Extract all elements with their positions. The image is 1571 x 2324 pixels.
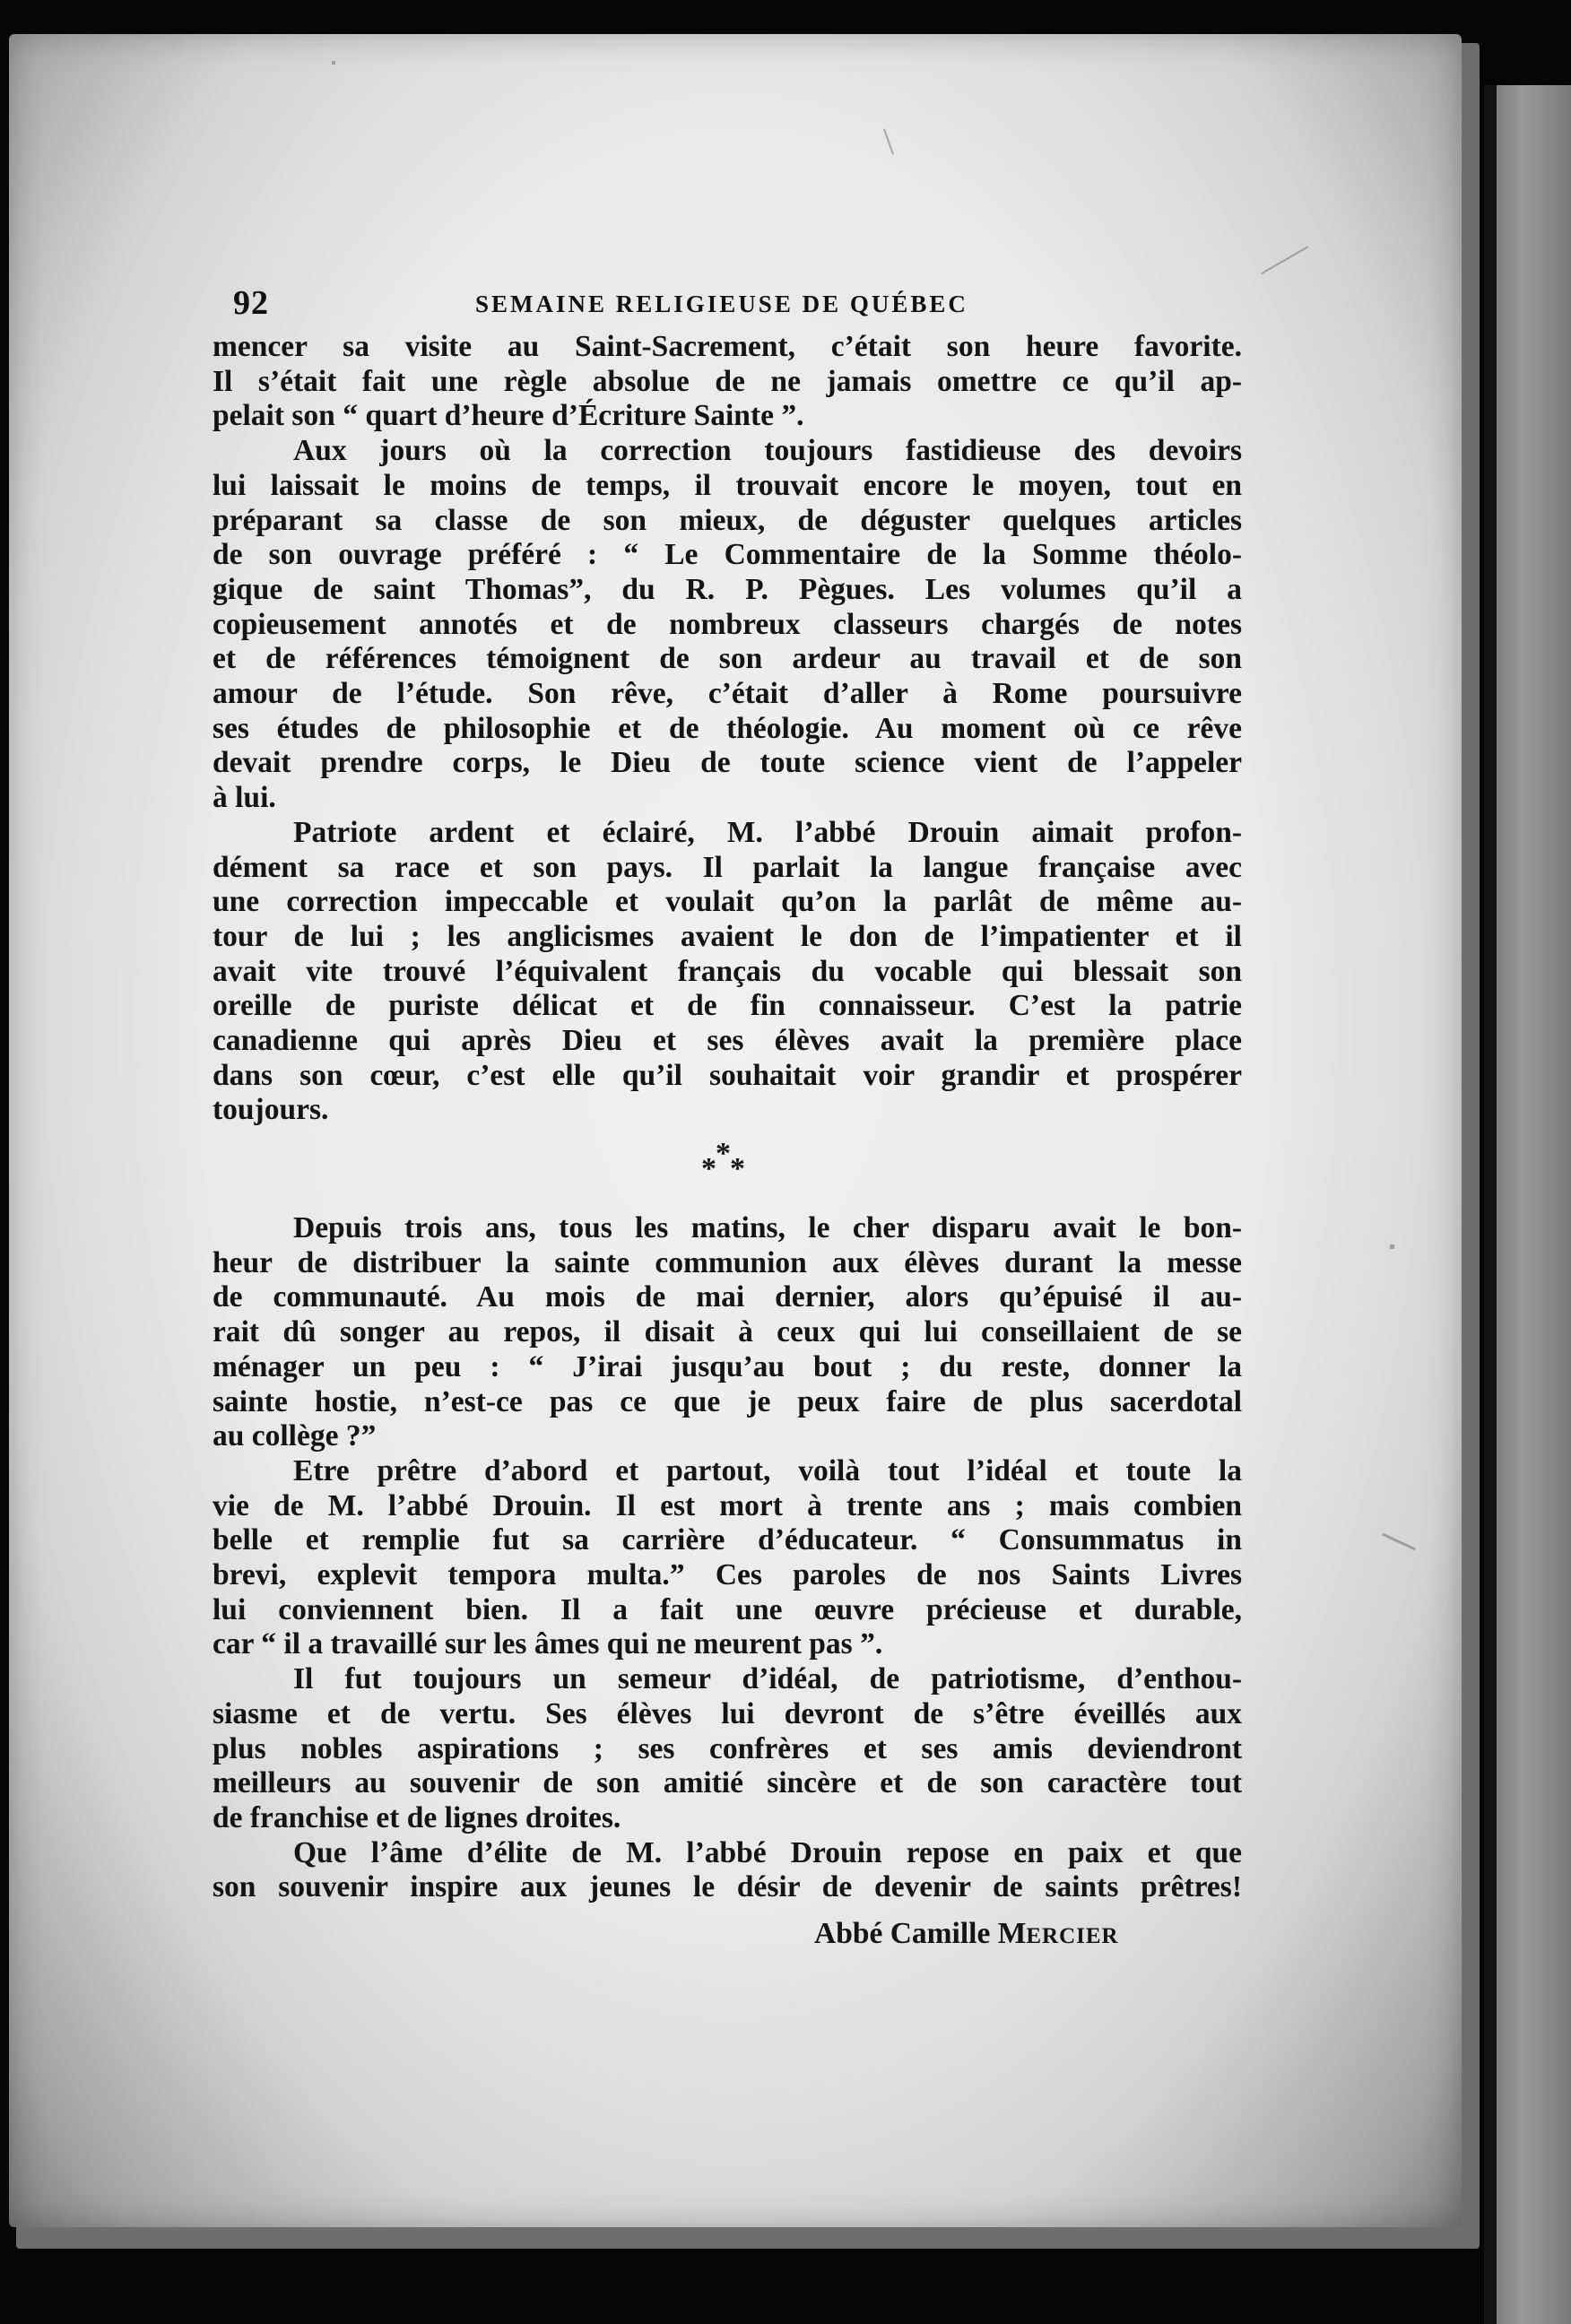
text-line: mencer sa visite au Saint-Sacrement, c’était son heure favorite.	[213, 330, 1242, 363]
text-line: préparant sa classe de son mieux, de déguster quelques articles	[213, 503, 1242, 537]
asterism-star: *	[716, 1137, 731, 1170]
text-line: tour de lui ; les anglicismes avaient le don de l’impatienter et il	[213, 919, 1242, 953]
text-line: plus nobles aspirations ; ses confrères et ses amis deviendront	[213, 1731, 1242, 1765]
running-head	[233, 283, 1255, 337]
text-line: devait prendre corps, le Dieu de toute science vient de l’appeler	[213, 746, 1242, 780]
text-line: Aux jours où la correction toujours fastidieuse des devoirs	[293, 434, 1242, 468]
text-line: vie de M. l’abbé Drouin. Il est mort à trente ans ; mais combien	[213, 1488, 1242, 1522]
text-line: Depuis trois ans, tous les matins, le cher disparu avait le bon-	[293, 1211, 1242, 1244]
text-line: à lui.	[213, 781, 276, 815]
text-line: une correction impeccable et voulait qu’on la parlât de même au-	[213, 885, 1242, 919]
text-line: meilleurs au souvenir de son amitié sincère et de son caractère tout	[213, 1766, 1242, 1800]
text-line: oreille de puriste délicat et de fin connaisseur. C’est la patrie	[213, 989, 1242, 1023]
signature-small-caps: ERCIER	[1026, 1924, 1119, 1948]
text-line: dément sa race et son pays. Il parlait la langue française avec	[213, 850, 1242, 884]
asterism-star: *	[701, 1152, 716, 1185]
asterism-divider	[699, 1137, 753, 1191]
asterism-star: *	[730, 1152, 745, 1185]
text-line: lui conviennent bien. Il a fait une œuvre précieuse et durable,	[213, 1592, 1242, 1626]
body-text-section-1	[213, 330, 1242, 1128]
text-line: car “ il a travaillé sur les âmes qui ne meurent pas ”.	[213, 1627, 883, 1661]
text-line: Que l’âme d’élite de M. l’abbé Drouin repose en paix et que	[293, 1835, 1242, 1869]
page-number: 92	[233, 284, 269, 322]
text-line: de son ouvrage préféré : “ Le Commentaire de la Somme théolo-	[213, 538, 1242, 572]
text-line: Patriote ardent et éclairé, M. l’abbé Drouin aimait profon-	[293, 815, 1242, 849]
text-line: amour de l’étude. Son rêve, c’était d’aller à Rome poursuivre	[213, 677, 1242, 711]
dust-speck	[1390, 1244, 1394, 1249]
text-line: au collège ?”	[213, 1419, 377, 1453]
body-text-section-2	[213, 1211, 1242, 1905]
text-line: Il fut toujours un semeur d’idéal, de patriotisme, d’enthou-	[293, 1662, 1242, 1696]
running-title: SEMAINE RELIGIEUSE DE QUÉBEC	[475, 290, 968, 317]
text-line: Etre prêtre d’abord et partout, voilà tout l’idéal et toute la	[293, 1453, 1242, 1487]
text-line: belle et remplie fut sa carrière d’éducateur. “ Consummatus in	[213, 1523, 1242, 1557]
text-line: copieusement annotés et de nombreux classeurs chargés de notes	[213, 607, 1242, 641]
text-line: et de références témoignent de son ardeur au travail et de son	[213, 642, 1242, 676]
text-line: Il s’était fait une règle absolue de ne jamais omettre ce qu’il ap-	[213, 364, 1242, 398]
text-line: rait dû songer au repos, il disait à ceux qui lui conseillaient de se	[213, 1315, 1242, 1349]
signature-name: Abbé Camille M	[814, 1917, 1027, 1950]
text-line: de franchise et de lignes droites.	[213, 1800, 621, 1834]
text-line: de communauté. Au mois de mai dernier, alors qu’épuisé il au-	[213, 1280, 1242, 1314]
text-line: ménager un peu : “ J’irai jusqu’au bout ; du reste, donner la	[213, 1349, 1242, 1383]
signature-line	[814, 1917, 1119, 1951]
text-line: siasme et de vertu. Ses élèves lui devront de s’être éveillés aux	[213, 1696, 1242, 1730]
text-line: ses études de philosophie et de théologie. Au moment où ce rêve	[213, 711, 1242, 745]
text-line: dans son cœur, c’est elle qu’il souhaitait voir grandir et prospérer	[213, 1058, 1242, 1092]
text-line: heur de distribuer la sainte communion aux élèves durant la messe	[213, 1245, 1242, 1279]
text-line: sainte hostie, n’est-ce pas ce que je peux faire de plus sacerdotal	[213, 1384, 1242, 1418]
text-line: brevi, explevit tempora multa.” Ces paroles de nos Saints Livres	[213, 1558, 1242, 1592]
text-line: lui laissait le moins de temps, il trouvait encore le moyen, tout en	[213, 468, 1242, 502]
text-line: pelait son “ quart d’heure d’Écriture Sainte ”.	[213, 399, 804, 433]
text-line: toujours.	[213, 1093, 329, 1127]
dust-speck	[332, 61, 335, 65]
text-line: son souvenir inspire aux jeunes le désir de devenir de saints prêtres!	[213, 1870, 1242, 1904]
text-line: avait vite trouvé l’équivalent français du vocable qui blessait son	[213, 954, 1242, 988]
text-line: gique de saint Thomas”, du R. P. Pègues. Les volumes qu’il a	[213, 572, 1242, 606]
next-page-edge	[1484, 85, 1571, 2324]
scratch-mark	[1382, 1533, 1416, 1551]
scratch-mark	[1262, 246, 1309, 274]
scratch-mark	[883, 129, 894, 155]
text-line: canadienne qui après Dieu et ses élèves avait la première place	[213, 1024, 1242, 1058]
